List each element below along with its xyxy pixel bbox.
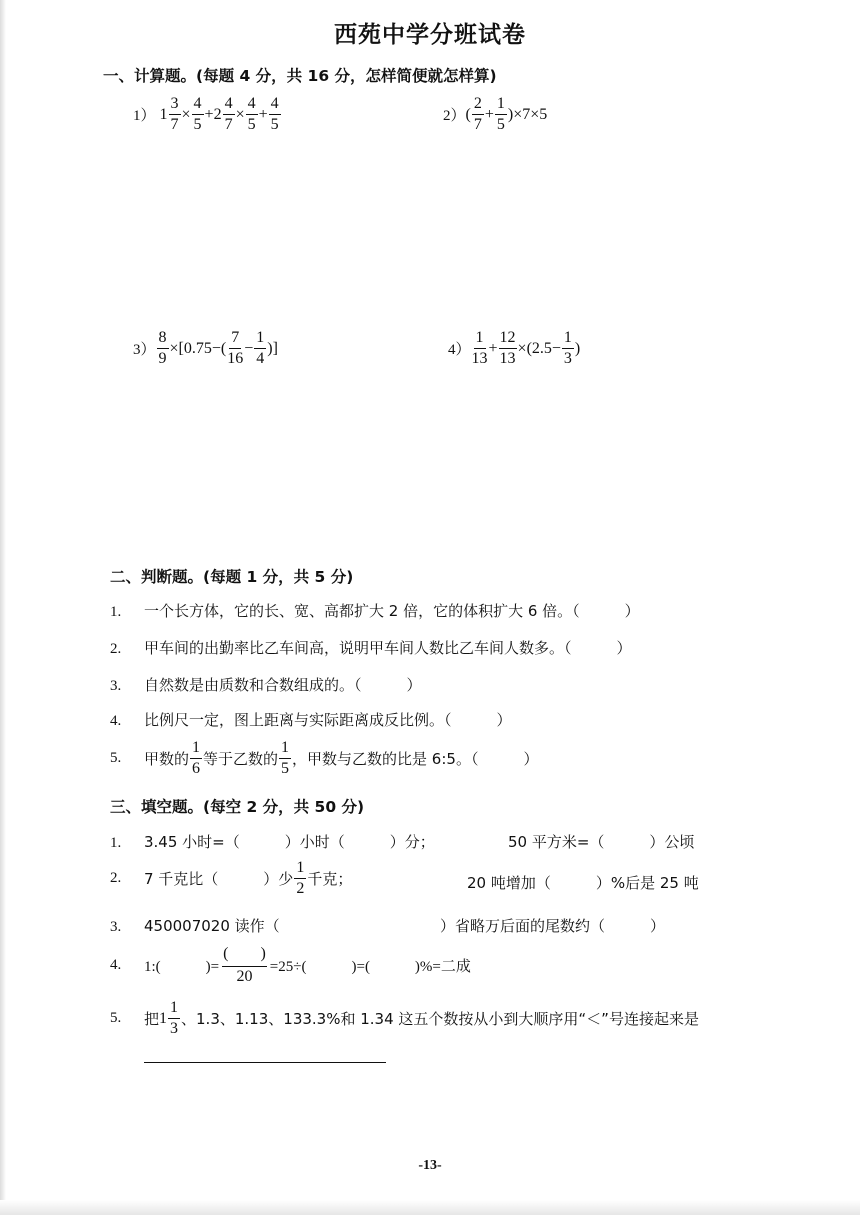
section2-heading: 二、判断题。(每题 1 分，共 5 分) <box>110 568 354 586</box>
q1-label: 1） <box>133 108 156 124</box>
judge-item-4: 4. 比例尺一定，图上距离与实际距离成反比例。（ ） <box>110 711 512 729</box>
fill-item-3: 3. 450007020 读作（ <box>110 917 280 935</box>
fill-item-1: 1. 3.45 小时=（ ）小时（ ）分； <box>110 833 435 851</box>
q3-label: 3） <box>133 342 156 358</box>
page-shadow-bottom <box>0 1200 860 1215</box>
section3-heading: 三、填空题。(每空 2 分，共 50 分) <box>110 798 365 816</box>
answer-line <box>144 1062 386 1063</box>
fill-item-2b: 20 吨增加（ ）%后是 25 吨 <box>467 874 699 892</box>
fill-item-2: 2. 7 千克比（ ）少 $\frac{1}{2}$ 千克； <box>110 859 353 897</box>
calc-q4: 4） $\frac{1}{13}$ + $\frac{12}{13}$ ×(2.5− $\frac{1}{3}$ ) <box>448 329 581 367</box>
calc-q1: 1） 1 $\frac{3}{7}$ × $\frac{4}{5}$ + 2 $\frac{4}{7}$ × $\frac{4}{5}$ + $\frac{4}{5}$ <box>133 95 279 133</box>
page-title: 西苑中学分班试卷 <box>334 22 526 48</box>
calc-q3: 3） $\frac{8}{9}$ ×[0.75−( $\frac{7}{16}$ − $\frac{1}{4}$ )] <box>133 329 278 367</box>
fill-item-1b: 50 平方米=（ ）公顷 <box>508 833 695 851</box>
page-shadow-left <box>0 0 6 1215</box>
fill-item-5: 5. 把 1 $\frac{1}{3}$ 、1.3、1.13、133.3%和 1.34 这五个数按从小到大顺序用“＜”号连接起来是 <box>110 999 699 1037</box>
q4-label: 4） <box>448 342 471 358</box>
fill-item-4: 4. 1:( )= $\frac{( )}{20}$ =25÷( )=( )%=二成 <box>110 945 471 985</box>
q2-label: 2） <box>443 108 466 124</box>
judge-item-3: 3. 自然数是由质数和合数组成的。（ ） <box>110 676 422 694</box>
judge-item-5: 5. 甲数的 $\frac{1}{6}$ 等于乙数的 $\frac{1}{5}$ ，甲数与乙数的比是 6:5。（ ） <box>110 739 539 777</box>
fill-item-3b: ）省略万后面的尾数约（ ） <box>440 917 666 935</box>
judge-item-2: 2. 甲车间的出勤率比乙车间高，说明甲车间人数比乙车间人数多。（ ） <box>110 639 632 657</box>
page-number: -13- <box>418 1158 442 1173</box>
section1-heading: 一、计算题。(每题 4 分，共 16 分，怎样简便就怎样算) <box>103 67 497 85</box>
judge-item-1: 1. 一个长方体，它的长、宽、高都扩大 2 倍，它的体积扩大 6 倍。（ ） <box>110 602 640 620</box>
calc-q2: 2） ( $\frac{2}{7}$ + $\frac{1}{5}$ )×7×5 <box>443 95 548 133</box>
